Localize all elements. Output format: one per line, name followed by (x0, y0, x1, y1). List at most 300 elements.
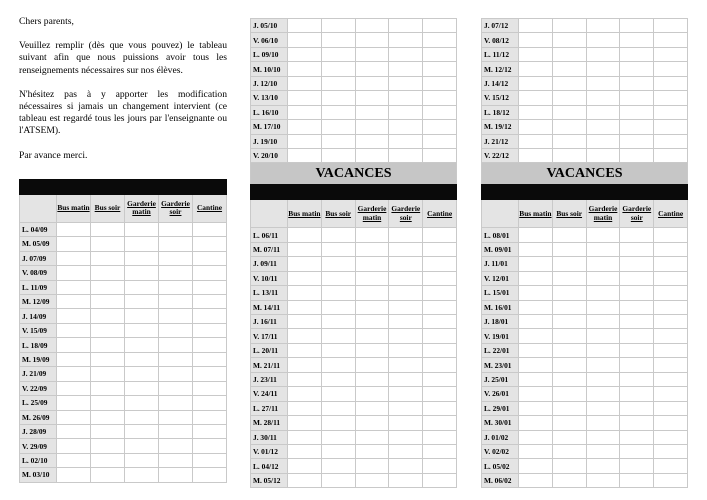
entry-cell[interactable] (355, 401, 389, 415)
entry-cell[interactable] (355, 62, 389, 76)
entry-cell[interactable] (423, 120, 457, 134)
entry-cell[interactable] (552, 401, 586, 415)
entry-cell[interactable] (552, 33, 586, 47)
entry-cell[interactable] (57, 251, 91, 265)
entry-cell[interactable] (586, 387, 620, 401)
entry-cell[interactable] (57, 338, 91, 352)
entry-cell[interactable] (389, 416, 423, 430)
entry-cell[interactable] (355, 459, 389, 473)
entry-cell[interactable] (125, 424, 159, 438)
entry-cell[interactable] (91, 396, 125, 410)
entry-cell[interactable] (552, 105, 586, 119)
entry-cell[interactable] (91, 237, 125, 251)
entry-cell[interactable] (620, 228, 654, 242)
entry-cell[interactable] (321, 120, 355, 134)
entry-cell[interactable] (159, 424, 193, 438)
entry-cell[interactable] (519, 62, 553, 76)
entry-cell[interactable] (423, 430, 457, 444)
entry-cell[interactable] (654, 62, 688, 76)
entry-cell[interactable] (355, 19, 389, 33)
entry-cell[interactable] (423, 271, 457, 285)
entry-cell[interactable] (389, 358, 423, 372)
entry-cell[interactable] (57, 424, 91, 438)
entry-cell[interactable] (91, 367, 125, 381)
entry-cell[interactable] (389, 473, 423, 487)
entry-cell[interactable] (125, 309, 159, 323)
entry-cell[interactable] (552, 19, 586, 33)
entry-cell[interactable] (321, 300, 355, 314)
entry-cell[interactable] (423, 473, 457, 487)
entry-cell[interactable] (620, 473, 654, 487)
entry-cell[interactable] (288, 228, 322, 242)
entry-cell[interactable] (355, 416, 389, 430)
entry-cell[interactable] (654, 286, 688, 300)
entry-cell[interactable] (620, 315, 654, 329)
entry-cell[interactable] (355, 329, 389, 343)
entry-cell[interactable] (519, 120, 553, 134)
entry-cell[interactable] (389, 91, 423, 105)
entry-cell[interactable] (193, 396, 227, 410)
entry-cell[interactable] (620, 358, 654, 372)
entry-cell[interactable] (586, 228, 620, 242)
entry-cell[interactable] (552, 430, 586, 444)
entry-cell[interactable] (288, 343, 322, 357)
entry-cell[interactable] (159, 453, 193, 467)
entry-cell[interactable] (288, 372, 322, 386)
entry-cell[interactable] (57, 381, 91, 395)
entry-cell[interactable] (389, 76, 423, 90)
entry-cell[interactable] (423, 47, 457, 61)
entry-cell[interactable] (389, 62, 423, 76)
entry-cell[interactable] (57, 309, 91, 323)
entry-cell[interactable] (552, 387, 586, 401)
entry-cell[interactable] (321, 430, 355, 444)
entry-cell[interactable] (389, 228, 423, 242)
entry-cell[interactable] (519, 286, 553, 300)
entry-cell[interactable] (620, 271, 654, 285)
entry-cell[interactable] (321, 228, 355, 242)
entry-cell[interactable] (620, 387, 654, 401)
entry-cell[interactable] (193, 424, 227, 438)
entry-cell[interactable] (125, 410, 159, 424)
entry-cell[interactable] (654, 401, 688, 415)
entry-cell[interactable] (586, 372, 620, 386)
entry-cell[interactable] (519, 228, 553, 242)
entry-cell[interactable] (321, 372, 355, 386)
entry-cell[interactable] (321, 76, 355, 90)
entry-cell[interactable] (355, 358, 389, 372)
entry-cell[interactable] (193, 453, 227, 467)
entry-cell[interactable] (355, 315, 389, 329)
entry-cell[interactable] (552, 47, 586, 61)
entry-cell[interactable] (620, 300, 654, 314)
entry-cell[interactable] (159, 439, 193, 453)
entry-cell[interactable] (620, 242, 654, 256)
entry-cell[interactable] (321, 416, 355, 430)
entry-cell[interactable] (423, 148, 457, 162)
entry-cell[interactable] (288, 134, 322, 148)
entry-cell[interactable] (355, 148, 389, 162)
entry-cell[interactable] (57, 237, 91, 251)
entry-cell[interactable] (586, 257, 620, 271)
entry-cell[interactable] (193, 222, 227, 236)
entry-cell[interactable] (423, 459, 457, 473)
entry-cell[interactable] (654, 105, 688, 119)
entry-cell[interactable] (321, 105, 355, 119)
entry-cell[interactable] (288, 120, 322, 134)
entry-cell[interactable] (288, 387, 322, 401)
entry-cell[interactable] (389, 105, 423, 119)
entry-cell[interactable] (321, 473, 355, 487)
entry-cell[interactable] (620, 444, 654, 458)
entry-cell[interactable] (654, 416, 688, 430)
entry-cell[interactable] (321, 19, 355, 33)
entry-cell[interactable] (159, 367, 193, 381)
entry-cell[interactable] (159, 410, 193, 424)
entry-cell[interactable] (423, 19, 457, 33)
entry-cell[interactable] (586, 62, 620, 76)
entry-cell[interactable] (654, 387, 688, 401)
entry-cell[interactable] (355, 120, 389, 134)
entry-cell[interactable] (654, 76, 688, 90)
entry-cell[interactable] (519, 148, 553, 162)
entry-cell[interactable] (586, 105, 620, 119)
entry-cell[interactable] (57, 453, 91, 467)
entry-cell[interactable] (423, 358, 457, 372)
entry-cell[interactable] (423, 315, 457, 329)
entry-cell[interactable] (355, 242, 389, 256)
entry-cell[interactable] (423, 372, 457, 386)
entry-cell[interactable] (552, 134, 586, 148)
entry-cell[interactable] (586, 315, 620, 329)
entry-cell[interactable] (389, 120, 423, 134)
entry-cell[interactable] (654, 242, 688, 256)
entry-cell[interactable] (193, 280, 227, 294)
entry-cell[interactable] (91, 309, 125, 323)
entry-cell[interactable] (288, 286, 322, 300)
entry-cell[interactable] (586, 134, 620, 148)
entry-cell[interactable] (654, 372, 688, 386)
entry-cell[interactable] (321, 271, 355, 285)
entry-cell[interactable] (389, 401, 423, 415)
entry-cell[interactable] (519, 33, 553, 47)
entry-cell[interactable] (620, 372, 654, 386)
entry-cell[interactable] (288, 300, 322, 314)
entry-cell[interactable] (91, 295, 125, 309)
entry-cell[interactable] (519, 372, 553, 386)
entry-cell[interactable] (552, 416, 586, 430)
entry-cell[interactable] (321, 459, 355, 473)
entry-cell[interactable] (57, 266, 91, 280)
entry-cell[interactable] (91, 251, 125, 265)
entry-cell[interactable] (654, 315, 688, 329)
entry-cell[interactable] (519, 430, 553, 444)
entry-cell[interactable] (586, 242, 620, 256)
entry-cell[interactable] (586, 358, 620, 372)
entry-cell[interactable] (355, 91, 389, 105)
entry-cell[interactable] (552, 444, 586, 458)
entry-cell[interactable] (91, 323, 125, 337)
entry-cell[interactable] (620, 401, 654, 415)
entry-cell[interactable] (552, 315, 586, 329)
entry-cell[interactable] (321, 286, 355, 300)
entry-cell[interactable] (125, 222, 159, 236)
entry-cell[interactable] (288, 315, 322, 329)
entry-cell[interactable] (389, 257, 423, 271)
entry-cell[interactable] (125, 295, 159, 309)
entry-cell[interactable] (125, 237, 159, 251)
entry-cell[interactable] (125, 453, 159, 467)
entry-cell[interactable] (654, 271, 688, 285)
entry-cell[interactable] (620, 91, 654, 105)
entry-cell[interactable] (620, 286, 654, 300)
entry-cell[interactable] (355, 473, 389, 487)
entry-cell[interactable] (288, 271, 322, 285)
entry-cell[interactable] (519, 91, 553, 105)
entry-cell[interactable] (586, 148, 620, 162)
entry-cell[interactable] (552, 91, 586, 105)
entry-cell[interactable] (193, 352, 227, 366)
entry-cell[interactable] (321, 387, 355, 401)
entry-cell[interactable] (620, 343, 654, 357)
entry-cell[interactable] (57, 352, 91, 366)
entry-cell[interactable] (654, 120, 688, 134)
entry-cell[interactable] (620, 329, 654, 343)
entry-cell[interactable] (389, 47, 423, 61)
entry-cell[interactable] (389, 315, 423, 329)
entry-cell[interactable] (355, 76, 389, 90)
entry-cell[interactable] (355, 430, 389, 444)
entry-cell[interactable] (57, 439, 91, 453)
entry-cell[interactable] (288, 33, 322, 47)
entry-cell[interactable] (355, 47, 389, 61)
entry-cell[interactable] (125, 439, 159, 453)
entry-cell[interactable] (552, 242, 586, 256)
entry-cell[interactable] (552, 300, 586, 314)
entry-cell[interactable] (423, 343, 457, 357)
entry-cell[interactable] (423, 228, 457, 242)
entry-cell[interactable] (620, 257, 654, 271)
entry-cell[interactable] (519, 242, 553, 256)
entry-cell[interactable] (193, 323, 227, 337)
entry-cell[interactable] (125, 251, 159, 265)
entry-cell[interactable] (321, 444, 355, 458)
entry-cell[interactable] (423, 33, 457, 47)
entry-cell[interactable] (91, 453, 125, 467)
entry-cell[interactable] (620, 416, 654, 430)
entry-cell[interactable] (519, 387, 553, 401)
entry-cell[interactable] (552, 271, 586, 285)
entry-cell[interactable] (193, 295, 227, 309)
entry-cell[interactable] (389, 33, 423, 47)
entry-cell[interactable] (321, 91, 355, 105)
entry-cell[interactable] (288, 242, 322, 256)
entry-cell[interactable] (321, 33, 355, 47)
entry-cell[interactable] (654, 329, 688, 343)
entry-cell[interactable] (125, 280, 159, 294)
entry-cell[interactable] (423, 416, 457, 430)
entry-cell[interactable] (519, 343, 553, 357)
entry-cell[interactable] (552, 473, 586, 487)
entry-cell[interactable] (57, 396, 91, 410)
entry-cell[interactable] (423, 134, 457, 148)
entry-cell[interactable] (586, 430, 620, 444)
entry-cell[interactable] (654, 228, 688, 242)
entry-cell[interactable] (586, 329, 620, 343)
entry-cell[interactable] (91, 280, 125, 294)
entry-cell[interactable] (552, 120, 586, 134)
entry-cell[interactable] (193, 367, 227, 381)
entry-cell[interactable] (159, 222, 193, 236)
entry-cell[interactable] (654, 300, 688, 314)
entry-cell[interactable] (159, 468, 193, 482)
entry-cell[interactable] (57, 410, 91, 424)
entry-cell[interactable] (552, 358, 586, 372)
entry-cell[interactable] (159, 396, 193, 410)
entry-cell[interactable] (620, 76, 654, 90)
entry-cell[interactable] (57, 280, 91, 294)
entry-cell[interactable] (586, 271, 620, 285)
entry-cell[interactable] (321, 257, 355, 271)
entry-cell[interactable] (321, 358, 355, 372)
entry-cell[interactable] (654, 343, 688, 357)
entry-cell[interactable] (355, 387, 389, 401)
entry-cell[interactable] (552, 62, 586, 76)
entry-cell[interactable] (552, 372, 586, 386)
entry-cell[interactable] (519, 76, 553, 90)
entry-cell[interactable] (552, 228, 586, 242)
entry-cell[interactable] (423, 444, 457, 458)
entry-cell[interactable] (586, 300, 620, 314)
entry-cell[interactable] (586, 76, 620, 90)
entry-cell[interactable] (91, 266, 125, 280)
entry-cell[interactable] (620, 105, 654, 119)
entry-cell[interactable] (159, 323, 193, 337)
entry-cell[interactable] (321, 315, 355, 329)
entry-cell[interactable] (389, 387, 423, 401)
entry-cell[interactable] (519, 105, 553, 119)
entry-cell[interactable] (288, 19, 322, 33)
entry-cell[interactable] (620, 33, 654, 47)
entry-cell[interactable] (519, 300, 553, 314)
entry-cell[interactable] (620, 148, 654, 162)
entry-cell[interactable] (586, 343, 620, 357)
entry-cell[interactable] (552, 76, 586, 90)
entry-cell[interactable] (654, 33, 688, 47)
entry-cell[interactable] (389, 343, 423, 357)
entry-cell[interactable] (355, 271, 389, 285)
entry-cell[interactable] (355, 257, 389, 271)
entry-cell[interactable] (321, 329, 355, 343)
entry-cell[interactable] (57, 323, 91, 337)
entry-cell[interactable] (654, 148, 688, 162)
entry-cell[interactable] (125, 352, 159, 366)
entry-cell[interactable] (620, 62, 654, 76)
entry-cell[interactable] (620, 47, 654, 61)
entry-cell[interactable] (91, 222, 125, 236)
entry-cell[interactable] (654, 134, 688, 148)
entry-cell[interactable] (159, 251, 193, 265)
entry-cell[interactable] (586, 416, 620, 430)
entry-cell[interactable] (355, 228, 389, 242)
entry-cell[interactable] (91, 410, 125, 424)
entry-cell[interactable] (423, 300, 457, 314)
entry-cell[interactable] (288, 62, 322, 76)
entry-cell[interactable] (519, 329, 553, 343)
entry-cell[interactable] (586, 444, 620, 458)
entry-cell[interactable] (288, 444, 322, 458)
entry-cell[interactable] (620, 430, 654, 444)
entry-cell[interactable] (552, 257, 586, 271)
entry-cell[interactable] (654, 430, 688, 444)
entry-cell[interactable] (519, 459, 553, 473)
entry-cell[interactable] (552, 286, 586, 300)
entry-cell[interactable] (586, 33, 620, 47)
entry-cell[interactable] (193, 410, 227, 424)
entry-cell[interactable] (355, 343, 389, 357)
entry-cell[interactable] (91, 352, 125, 366)
entry-cell[interactable] (288, 401, 322, 415)
entry-cell[interactable] (288, 358, 322, 372)
entry-cell[interactable] (389, 134, 423, 148)
entry-cell[interactable] (552, 343, 586, 357)
entry-cell[interactable] (519, 444, 553, 458)
entry-cell[interactable] (355, 372, 389, 386)
entry-cell[interactable] (125, 323, 159, 337)
entry-cell[interactable] (519, 19, 553, 33)
entry-cell[interactable] (57, 367, 91, 381)
entry-cell[interactable] (519, 257, 553, 271)
entry-cell[interactable] (423, 105, 457, 119)
entry-cell[interactable] (586, 91, 620, 105)
entry-cell[interactable] (193, 251, 227, 265)
entry-cell[interactable] (586, 286, 620, 300)
entry-cell[interactable] (288, 459, 322, 473)
entry-cell[interactable] (193, 468, 227, 482)
entry-cell[interactable] (159, 381, 193, 395)
entry-cell[interactable] (159, 237, 193, 251)
entry-cell[interactable] (423, 242, 457, 256)
entry-cell[interactable] (321, 62, 355, 76)
entry-cell[interactable] (519, 315, 553, 329)
entry-cell[interactable] (321, 148, 355, 162)
entry-cell[interactable] (389, 430, 423, 444)
entry-cell[interactable] (423, 329, 457, 343)
entry-cell[interactable] (193, 266, 227, 280)
entry-cell[interactable] (654, 91, 688, 105)
entry-cell[interactable] (193, 381, 227, 395)
entry-cell[interactable] (193, 338, 227, 352)
entry-cell[interactable] (654, 459, 688, 473)
entry-cell[interactable] (288, 473, 322, 487)
entry-cell[interactable] (654, 19, 688, 33)
entry-cell[interactable] (288, 430, 322, 444)
entry-cell[interactable] (552, 459, 586, 473)
entry-cell[interactable] (91, 424, 125, 438)
entry-cell[interactable] (620, 134, 654, 148)
entry-cell[interactable] (159, 280, 193, 294)
entry-cell[interactable] (57, 468, 91, 482)
entry-cell[interactable] (586, 19, 620, 33)
entry-cell[interactable] (91, 338, 125, 352)
entry-cell[interactable] (321, 401, 355, 415)
entry-cell[interactable] (91, 381, 125, 395)
entry-cell[interactable] (586, 47, 620, 61)
entry-cell[interactable] (159, 295, 193, 309)
entry-cell[interactable] (423, 76, 457, 90)
entry-cell[interactable] (389, 148, 423, 162)
entry-cell[interactable] (355, 134, 389, 148)
